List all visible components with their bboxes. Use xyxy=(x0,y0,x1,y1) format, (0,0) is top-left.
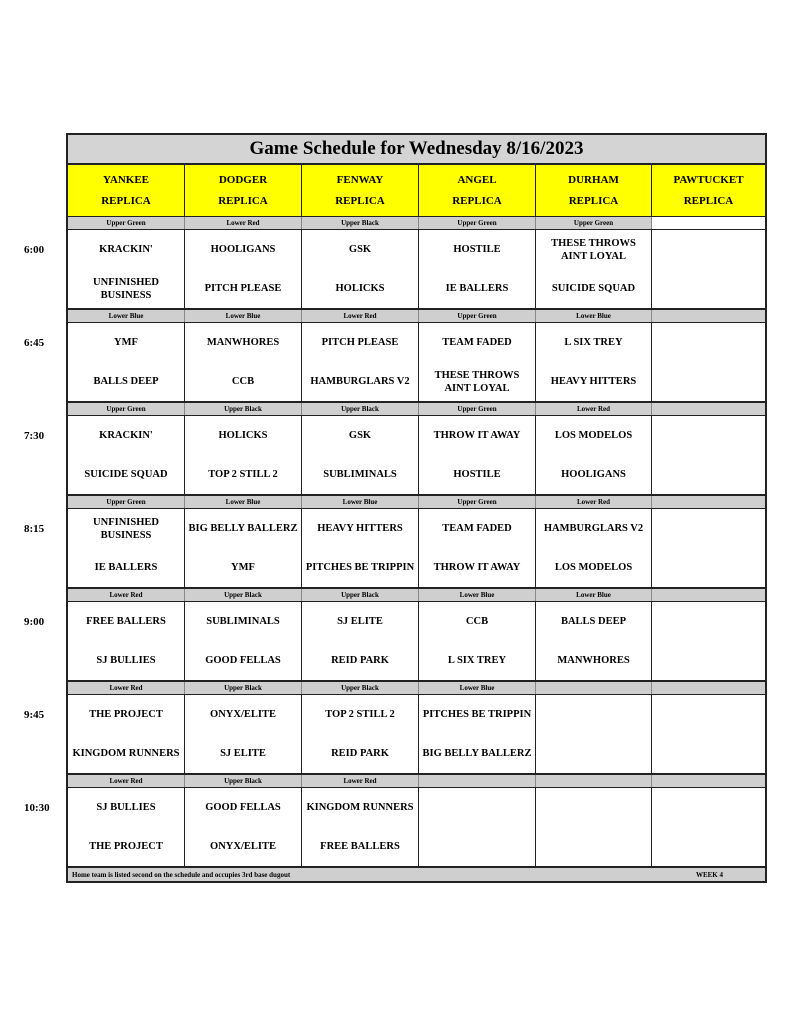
game-cell xyxy=(419,509,536,587)
game-cell xyxy=(302,323,419,401)
game-cell xyxy=(536,788,652,866)
game-row xyxy=(68,230,765,310)
away-team: GOOD FELLAS xyxy=(205,802,281,813)
away-team xyxy=(652,323,765,362)
home-team xyxy=(536,734,651,773)
game-cell xyxy=(652,230,765,308)
game-cell xyxy=(536,509,652,587)
away-team: LOS MODELOS xyxy=(554,430,633,441)
home-team: HAMBURGLARS V2 xyxy=(310,376,410,387)
away-team: SUBLIMINALS xyxy=(206,616,280,627)
home-team: REID PARK xyxy=(331,748,389,759)
away-team: THESE THROWS AINT LOYAL xyxy=(551,237,636,262)
field-type: REPLICA xyxy=(101,195,151,207)
game-cell xyxy=(185,602,302,680)
game-cell xyxy=(185,695,302,773)
away-team: BIG BELLY BALLERZ xyxy=(188,523,298,534)
game-cell xyxy=(68,230,185,308)
dugout-label: Upper Green xyxy=(68,403,185,415)
home-team: SUICIDE SQUAD xyxy=(84,469,168,480)
game-cell xyxy=(185,230,302,308)
away-team: TEAM FADED xyxy=(442,523,512,534)
away-team: HAMBURGLARS V2 xyxy=(543,523,644,534)
dugout-label: Lower Blue xyxy=(536,589,652,601)
home-team: MANWHORES xyxy=(557,655,630,666)
dugout-label: Upper Black xyxy=(302,403,419,415)
home-team xyxy=(652,734,765,773)
dugout-label: Lower Blue xyxy=(302,496,419,508)
dugout-label: Lower Blue xyxy=(536,310,652,322)
dugout-label: Upper Green xyxy=(536,217,652,229)
game-row xyxy=(68,602,765,682)
away-team: CCB xyxy=(465,616,489,627)
away-team: THE PROJECT xyxy=(89,709,163,720)
home-team xyxy=(536,827,651,866)
away-team: THROW IT AWAY xyxy=(433,430,521,441)
dugout-label: Upper Green xyxy=(419,217,536,229)
away-team: HOSTILE xyxy=(453,244,501,255)
home-team: TOP 2 STILL 2 xyxy=(208,469,278,480)
home-team: LOS MODELOS xyxy=(554,562,633,573)
game-cell xyxy=(419,602,536,680)
game-cell xyxy=(68,416,185,494)
schedule-body xyxy=(68,217,765,868)
home-team: SUBLIMINALS xyxy=(323,469,397,480)
dugout-label xyxy=(652,496,765,508)
field-header xyxy=(185,165,302,216)
field-type: REPLICA xyxy=(568,195,619,207)
game-cell xyxy=(185,416,302,494)
dugout-label: Lower Red xyxy=(185,217,302,229)
away-team: TEAM FADED xyxy=(442,337,512,348)
game-cell xyxy=(68,509,185,587)
away-team: PITCHES BE TRIPPIN xyxy=(422,709,532,720)
away-team xyxy=(536,788,651,827)
home-team xyxy=(652,827,765,866)
home-team xyxy=(652,269,765,308)
away-team: KINGDOM RUNNERS xyxy=(306,802,414,813)
dugout-label xyxy=(652,310,765,322)
home-team: YMF xyxy=(231,562,255,573)
away-team xyxy=(652,602,765,641)
away-team: UNFINISHED BUSINESS xyxy=(93,516,159,541)
home-team xyxy=(419,827,535,866)
field-name: PAWTUCKET xyxy=(673,174,744,186)
game-cell xyxy=(185,788,302,866)
home-team: SJ ELITE xyxy=(220,748,266,759)
away-team: GSK xyxy=(348,244,372,255)
away-team: SJ ELITE xyxy=(337,616,383,627)
dugout-label: Upper Black xyxy=(185,589,302,601)
away-team xyxy=(536,695,651,734)
game-cell xyxy=(652,788,765,866)
game-cell xyxy=(652,323,765,401)
game-cell xyxy=(68,602,185,680)
time-label: 6:45 xyxy=(24,337,45,349)
game-row xyxy=(68,695,765,775)
field-header xyxy=(419,165,536,216)
home-team: HOSTILE xyxy=(453,469,501,480)
home-team: IE BALLERS xyxy=(445,283,509,294)
dugout-label xyxy=(536,682,652,694)
game-cell xyxy=(652,695,765,773)
dugout-label: Lower Red xyxy=(302,775,419,787)
field-header xyxy=(652,165,765,216)
home-team: THE PROJECT xyxy=(89,841,163,852)
game-cell xyxy=(536,602,652,680)
dugout-label: Lower Blue xyxy=(185,310,302,322)
dugout-label: Upper Green xyxy=(419,496,536,508)
home-team: THROW IT AWAY xyxy=(433,562,521,573)
game-cell xyxy=(652,602,765,680)
home-team xyxy=(652,455,765,494)
game-row xyxy=(68,323,765,403)
game-cell xyxy=(302,416,419,494)
home-team: PITCH PLEASE xyxy=(204,283,282,294)
away-team: FREE BALLERS xyxy=(86,616,166,627)
dugout-label: Lower Blue xyxy=(68,310,185,322)
home-team: HOLICKS xyxy=(335,283,385,294)
away-team xyxy=(652,788,765,827)
game-cell xyxy=(302,230,419,308)
away-team: HOLICKS xyxy=(218,430,268,441)
game-cell xyxy=(536,230,652,308)
time-label: 8:15 xyxy=(24,523,45,535)
dugout-row xyxy=(68,682,765,695)
game-cell xyxy=(302,602,419,680)
away-team: ONYX/ELITE xyxy=(210,709,276,720)
away-team: L SIX TREY xyxy=(564,337,623,348)
dugout-label: Lower Blue xyxy=(419,589,536,601)
field-header xyxy=(536,165,652,216)
time-label: 6:00 xyxy=(24,244,45,256)
field-name: DODGER xyxy=(218,174,268,186)
home-team: SJ BULLIES xyxy=(96,655,156,666)
field-header xyxy=(302,165,419,216)
field-name: YANKEE xyxy=(102,174,150,186)
away-team xyxy=(419,788,535,827)
home-team xyxy=(652,641,765,680)
dugout-row xyxy=(68,310,765,323)
home-team: FREE BALLERS xyxy=(320,841,400,852)
dugout-label: Lower Red xyxy=(68,589,185,601)
game-row xyxy=(68,416,765,496)
dugout-label: Lower Red xyxy=(302,310,419,322)
dugout-label: Upper Black xyxy=(185,775,302,787)
game-cell xyxy=(652,509,765,587)
home-team: BIG BELLY BALLERZ xyxy=(422,748,532,759)
dugout-label: Upper Green xyxy=(68,496,185,508)
field-name: DURHAM xyxy=(568,174,619,186)
schedule-table xyxy=(66,133,767,883)
home-team: UNFINISHED BUSINESS xyxy=(93,276,159,301)
home-team: CCB xyxy=(231,376,255,387)
dugout-label: Lower Red xyxy=(68,775,185,787)
away-team: TOP 2 STILL 2 xyxy=(325,709,395,720)
dugout-row xyxy=(68,403,765,416)
game-cell xyxy=(652,416,765,494)
field-type: REPLICA xyxy=(452,195,502,207)
field-name: FENWAY xyxy=(336,174,384,186)
game-cell xyxy=(68,323,185,401)
dugout-label xyxy=(652,682,765,694)
dugout-label xyxy=(652,775,765,787)
time-label: 10:30 xyxy=(24,802,50,814)
time-label: 9:00 xyxy=(24,616,45,628)
dugout-row xyxy=(68,775,765,788)
field-type: REPLICA xyxy=(683,195,734,207)
game-cell xyxy=(419,788,536,866)
time-label: 9:45 xyxy=(24,709,45,721)
dugout-label: Upper Green xyxy=(68,217,185,229)
dugout-label xyxy=(652,403,765,415)
game-cell xyxy=(185,509,302,587)
dugout-row xyxy=(68,496,765,509)
away-team xyxy=(652,416,765,455)
field-type: REPLICA xyxy=(335,195,385,207)
home-team: REID PARK xyxy=(331,655,389,666)
game-cell xyxy=(302,509,419,587)
dugout-label: Upper Black xyxy=(185,682,302,694)
dugout-label: Upper Black xyxy=(185,403,302,415)
week-label: WEEK 4 xyxy=(695,870,723,879)
dugout-label: Upper Green xyxy=(419,310,536,322)
game-cell xyxy=(419,323,536,401)
dugout-label: Lower Red xyxy=(536,496,652,508)
home-team: SUICIDE SQUAD xyxy=(551,283,636,294)
game-cell xyxy=(536,416,652,494)
game-row xyxy=(68,509,765,589)
dugout-row xyxy=(68,589,765,602)
away-team xyxy=(652,509,765,548)
game-row xyxy=(68,788,765,868)
dugout-label: Upper Black xyxy=(302,682,419,694)
home-team xyxy=(652,548,765,587)
game-cell xyxy=(68,788,185,866)
away-team: KRACKIN' xyxy=(99,244,153,255)
game-cell xyxy=(419,416,536,494)
dugout-row xyxy=(68,217,765,230)
dugout-label: Lower Blue xyxy=(419,682,536,694)
game-cell xyxy=(536,695,652,773)
dugout-label xyxy=(652,217,765,229)
away-team xyxy=(652,695,765,734)
game-cell xyxy=(185,323,302,401)
footer-note: Home team is listed second on the schedule and occupies 3rd base dugout xyxy=(72,870,291,879)
game-cell xyxy=(419,230,536,308)
home-team: GOOD FELLAS xyxy=(205,655,281,666)
home-team: HOOLIGANS xyxy=(561,469,626,480)
page-title: Game Schedule for Wednesday 8/16/2023 xyxy=(68,135,765,165)
home-team: ONYX/ELITE xyxy=(210,841,276,852)
dugout-label: Lower Blue xyxy=(185,496,302,508)
away-team: PITCH PLEASE xyxy=(321,337,399,348)
away-team: YMF xyxy=(114,337,138,348)
time-label: 7:30 xyxy=(24,430,45,442)
dugout-label xyxy=(536,775,652,787)
field-header xyxy=(68,165,185,216)
away-team: BALLS DEEP xyxy=(560,616,627,627)
dugout-label: Lower Red xyxy=(536,403,652,415)
home-team: L SIX TREY xyxy=(447,655,507,666)
dugout-label: Upper Green xyxy=(419,403,536,415)
away-team: MANWHORES xyxy=(206,337,280,348)
home-team: HEAVY HITTERS xyxy=(550,376,637,387)
home-team: PITCHES BE TRIPPIN xyxy=(305,562,415,573)
home-team: BALLS DEEP xyxy=(93,376,159,387)
field-type: REPLICA xyxy=(218,195,268,207)
field-name: ANGEL xyxy=(457,174,497,186)
away-team: GSK xyxy=(348,430,372,441)
away-team xyxy=(652,230,765,269)
game-cell xyxy=(536,323,652,401)
dugout-label: Upper Black xyxy=(302,217,419,229)
field-header-row xyxy=(68,165,765,217)
dugout-label xyxy=(419,775,536,787)
away-team: HOOLIGANS xyxy=(210,244,276,255)
dugout-label xyxy=(652,589,765,601)
away-team: SJ BULLIES xyxy=(96,802,156,813)
away-team: HEAVY HITTERS xyxy=(317,523,403,534)
game-cell xyxy=(68,695,185,773)
dugout-label: Upper Black xyxy=(302,589,419,601)
dugout-label: Lower Red xyxy=(68,682,185,694)
footer xyxy=(68,868,765,881)
game-cell xyxy=(302,788,419,866)
game-cell xyxy=(419,695,536,773)
home-team: IE BALLERS xyxy=(94,562,158,573)
home-team xyxy=(652,362,765,401)
away-team: KRACKIN' xyxy=(99,430,153,441)
game-cell xyxy=(302,695,419,773)
home-team: KINGDOM RUNNERS xyxy=(72,748,180,759)
home-team: THESE THROWS AINT LOYAL xyxy=(434,369,520,394)
